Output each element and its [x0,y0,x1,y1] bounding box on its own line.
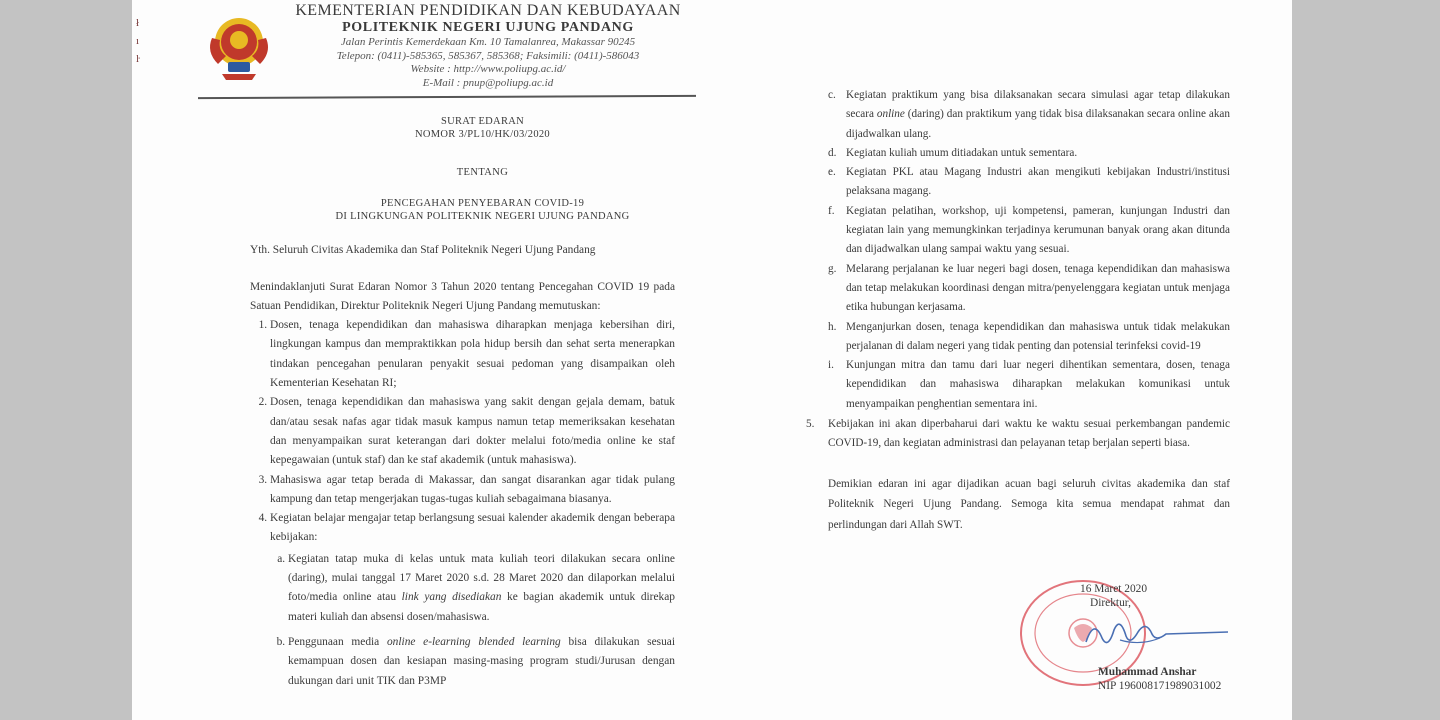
letterhead [282,2,694,90]
recipient: Yth. Seluruh Civitas Akademika dan Staf Politeknik Negeri Ujung Pandang [250,244,596,257]
sublist-item: a. Kegiatan tatap muka di kelas untuk mata kuliah teori dilakukan secara online (daring), mulai tanggal 17 Maret 2020 s.d. 28 Maret 2020 dan dilaporkan melalui foto/media online atau link yang disediakan ke bagian akademik untuk direkap materi kuliah dan absensi dosen/mahasiswa. [288,550,675,627]
signature-block [1080,582,1147,610]
list-item: 3. Mahasiswa agar tetap berada di Makassar, dan sangat disarankan agar tidak pulang kampung dan tetap mengerjakan tugas-tugas kuliah sebagaimana biasanya. [270,471,675,510]
list-item: 2. Dosen, tenaga kependidikan dan mahasiswa yang sakit dengan gejala demam, batuk dan/atau sesak nafas agar tidak masuk kampus namun tetap memeriksakan kesehatan dan menyampaikan surat keterangan dari dokter melalui foto/media online ke staf kepegawaian (untuk staf) dan ke staf akademik (untuk mahasiswa). [270,393,675,470]
list-item-5: 5. Kebijakan ini akan diperbaharui dari waktu ke waktu sesuai perkembangan pandemic COVID-19, dan kegiatan administrasi dan pelayanan tetap berjalan seperti biasa. [806,418,1230,450]
sign-date: 16 Maret 2020 [1080,583,1148,595]
sublist-item: c. Kegiatan praktikum yang bisa dilaksanakan secara simulasi agar tetap dilakukan secara online (daring) dan praktikum yang tidak bisa dilaksanakan secara online akan dijadwalkan ulang. [828,89,1230,140]
letter-number: NOMOR 3/PL10/HK/03/2020 [415,128,550,140]
ministry-name: KEMENTERIAN PENDIDIKAN DAN KEBUDAYAAN [295,2,681,19]
letterhead-divider [198,95,696,99]
policy-sublist-continued [828,86,1230,414]
left-column [250,116,675,697]
handwritten-signature [1080,612,1230,652]
institution-logo [204,12,274,82]
sublist-item: f. Kegiatan pelatihan, workshop, uji kompetensi, pameran, kunjungan Industri dan kegiatan lain yang memungkinkan terjadinya kerumunan banyak orang akan ditunda dan dijadwalkan ulang sampai waktu yang sesuai. [828,204,1230,256]
opening-paragraph: Menindaklanjuti Surat Edaran Nomor 3 Tahun 2020 tentang Pencegahan COVID 19 pada Satuan Pendidikan, Direktur Politeknik Negeri Ujung Pandang memutuskan: [250,280,675,312]
document-page [132,0,1292,720]
website: Website : http://www.poliupg.ac.id/ [410,63,566,75]
signatory [1098,665,1221,693]
scan-edge-marks: ł ı ŀ [136,17,140,65]
signatory-name: Muhammad Anshar [1098,666,1197,678]
sublist-item: g. Melarang perjalanan ke luar negeri bagi dosen, tenaga kependidikan dan mahasiswa dan tetap melakukan koordinasi dengan mitra/penyelenggara kegiatan untuk menjaga etika hubungan kerjasama. [828,262,1230,314]
tentang-label: TENTANG [456,167,509,178]
sublist-item: d. Kegiatan kuliah umum ditiadakan untuk sementara. [828,146,1078,159]
decision-list [250,316,675,691]
policy-sublist [270,550,675,691]
closing-paragraph: Demikian edaran ini agar dijadikan acuan bagi seluruh civitas akademika dan staf Politeknik Negeri Ujung Pandang. Semoga kita semua mendapat rahmat dan perlindungan dari Allah SWT. [828,477,1230,531]
right-column [806,86,1230,535]
signatory-nip: NIP 196008171989031002 [1098,680,1222,692]
email: E-Mail : pnup@poliupg.ac.id [422,76,554,89]
phone: Telepon: (0411)-585365, 585367, 585368; Faksimili: (0411)-586043 [336,49,640,62]
sign-position: Direktur, [1090,597,1131,609]
sublist-item: i. Kunjungan mitra dan tamu dari luar negeri dihentikan sementara, dosen, tenaga kependidikan dan mahasiswa diharapkan melakukan komunikasi untuk menyampaikan penghentian sementara ini. [828,359,1230,410]
letter-title [290,116,675,141]
sublist-item: b. Penggunaan media online e-learning blended learning bisa dilakukan sesuai kemampuan dosen dan kesiapan masing-masing program studi/Jurusan dengan dukungan dari unit TIK dan P3MP [288,633,675,691]
institution-name: POLITEKNIK NEGERI UJUNG PANDANG [342,20,634,35]
sublist-item: e. Kegiatan PKL atau Magang Industri akan mengikuti kebijakan Industri/institusi pelaksana magang. [828,166,1230,198]
sublist-item: h. Menganjurkan dosen, tenaga kependidikan dan mahasiswa untuk tidak melakukan perjalanan di dalam negeri yang tidak penting dan potensial terinfeksi covid-19 [828,320,1230,352]
list-item: 4. Kegiatan belajar mengajar tetap berlangsung sesuai kalender akademik dengan beberapa kebijakan: a. Kegiatan tatap muka di kelas untuk mata kuliah teori dilakukan secara online (daring), mulai tanggal 17 Maret 2020 s.d. 28 Maret 2020 dan dilaporkan melalui foto/media online atau link yang disediakan ke bagian akademik untuk direkap materi kuliah dan absensi dosen/mahasiswa. b. Penggunaan media online e-learning blended learning bisa dilakukan sesuai kemampuan dosen dan kesiapan masing-masing program studi/Jurusan dengan dukungan dari unit TIK dan P3MP [270,509,675,691]
letter-subject: PENCEGAHAN PENYEBARAN COVID-19 DI LINGKUNGAN POLITEKNIK NEGERI UJUNG PANDANG [335,198,630,222]
address: Jalan Perintis Kemerdekaan Km. 10 Tamalanrea, Makassar 90245 [340,36,636,48]
letter-type: SURAT EDARAN [440,116,525,127]
list-item: 1. Dosen, tenaga kependidikan dan mahasiswa diharapkan menjaga kebersihan diri, lingkungan kampus dan mempraktikkan pola hidup bersih dan sehat serta menerapkan tindakan pencegahan penularan penyakit sesuai pedoman yang disampaikan oleh Kementerian Kesehatan RI; [270,316,675,393]
